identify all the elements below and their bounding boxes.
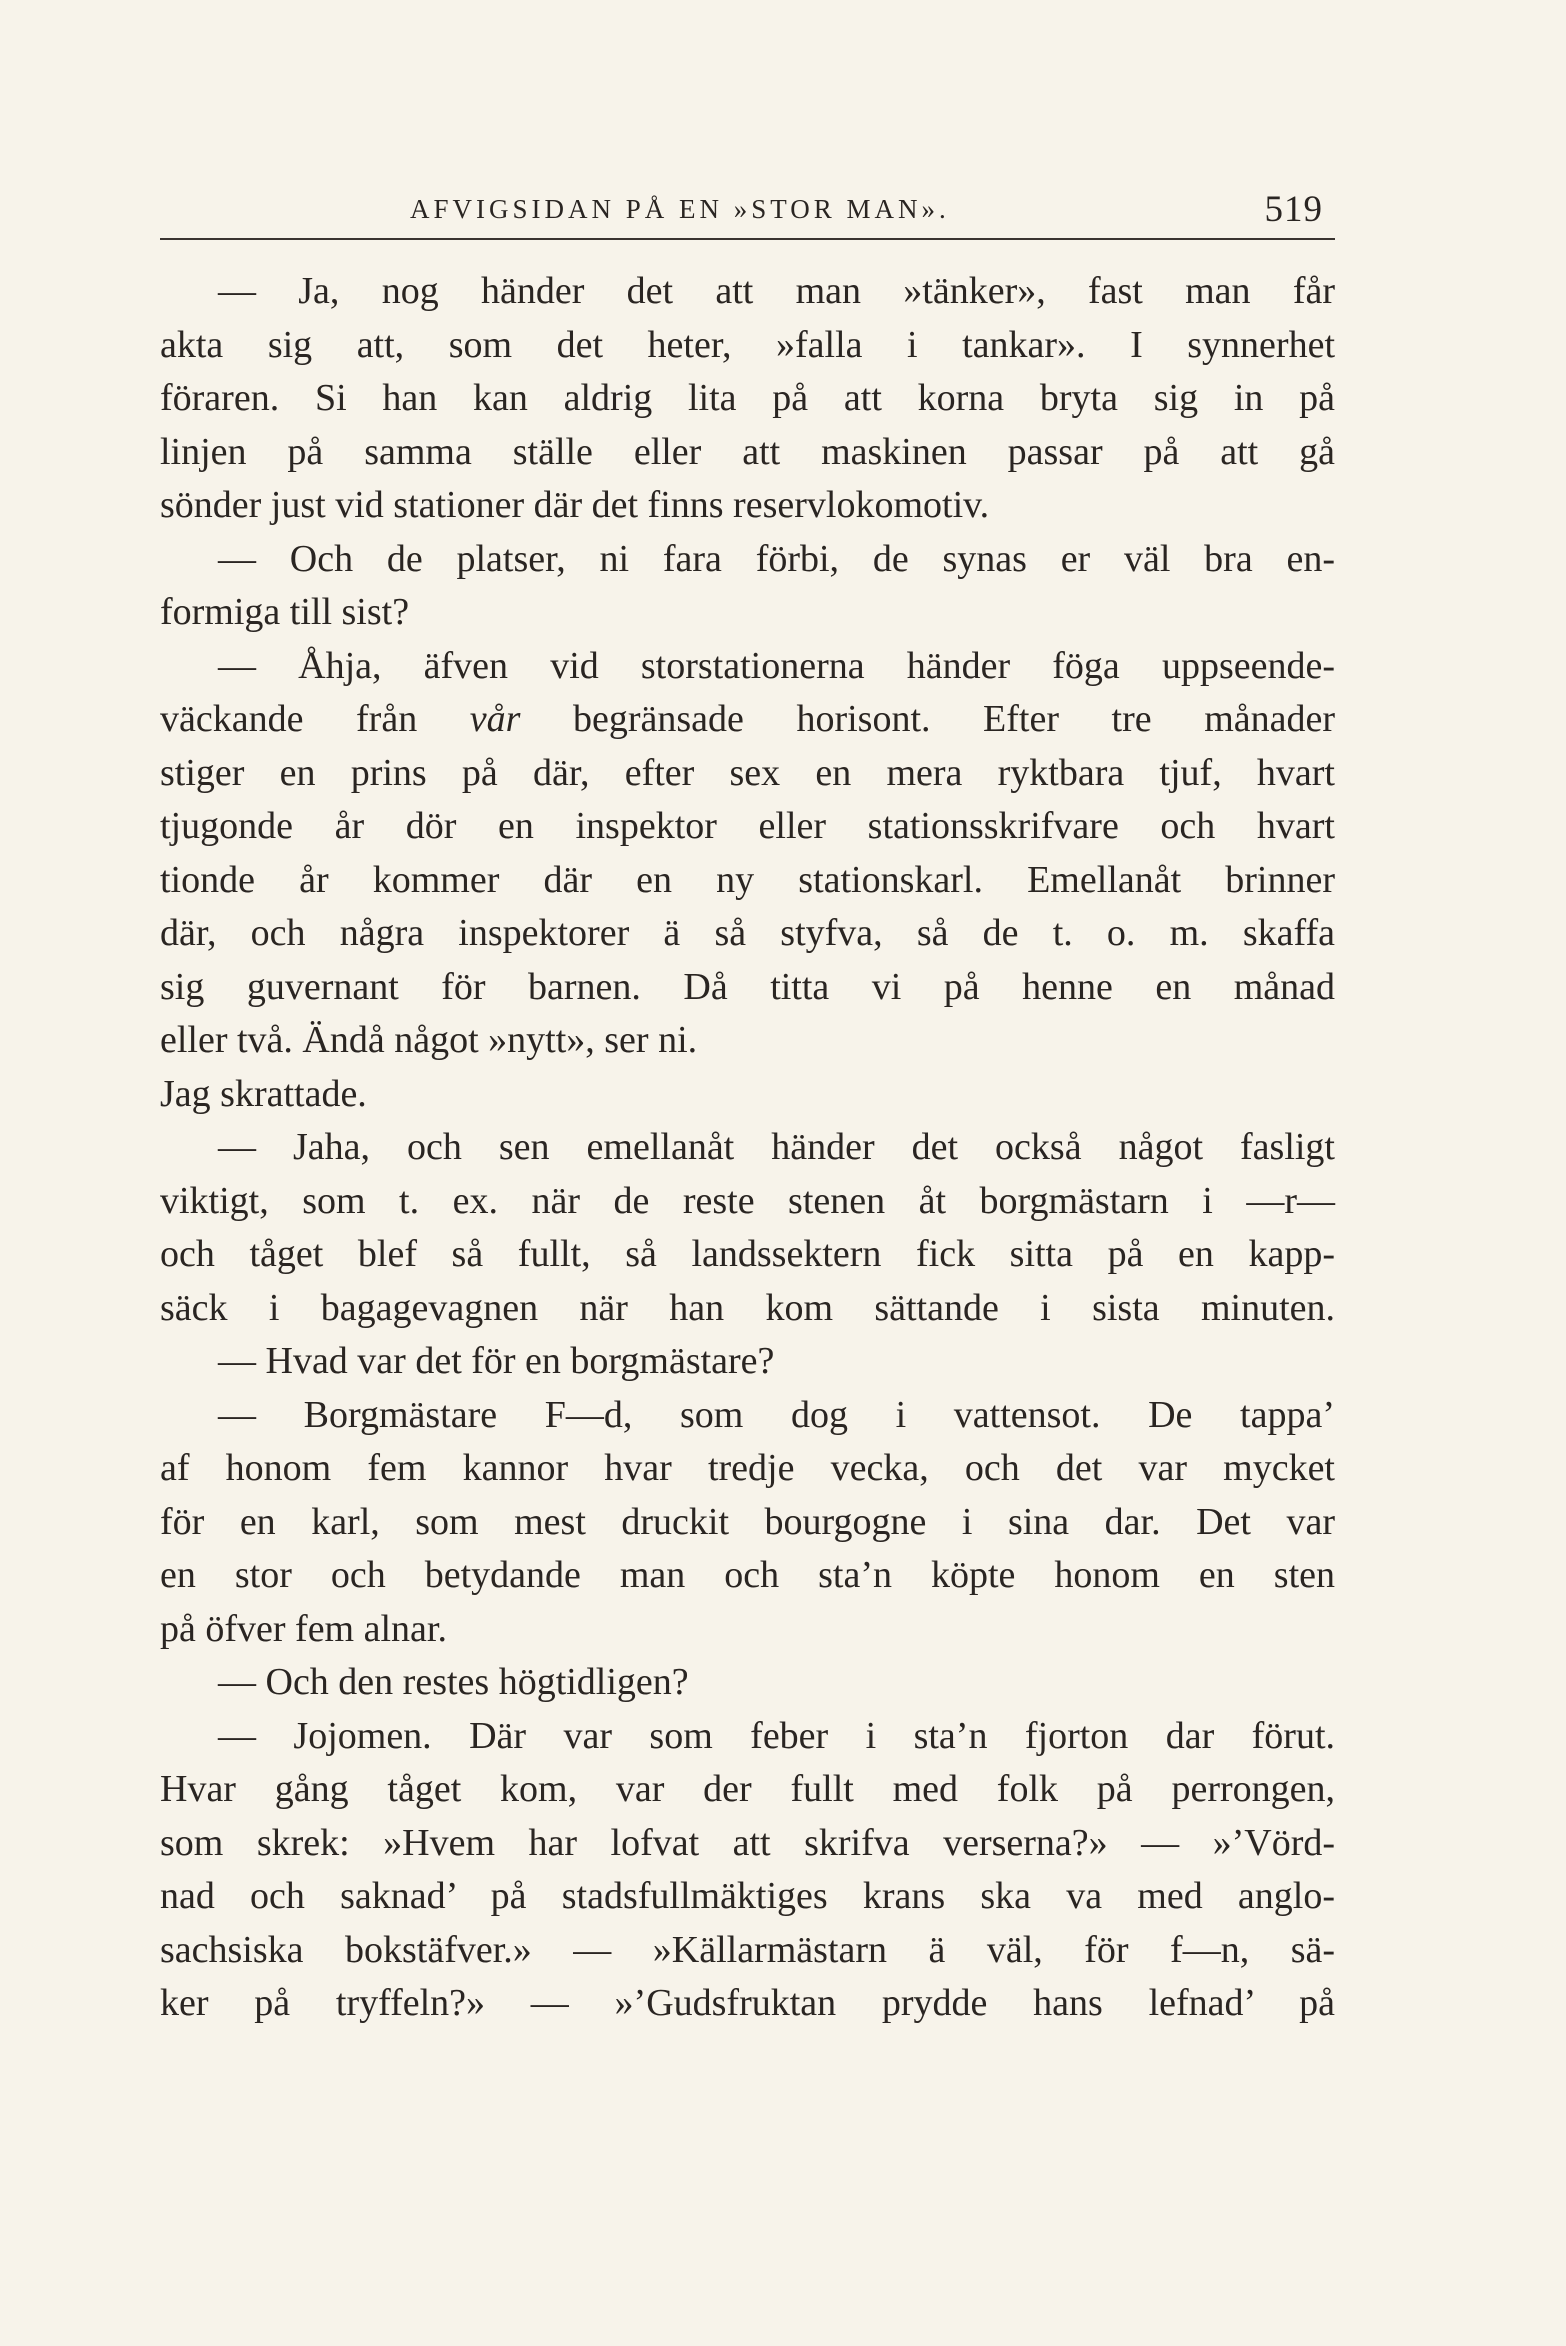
text-line: sönder just vid stationer där det finns reservlokomotiv. [160, 484, 990, 526]
text-line: — Borgmästare F—d, som dog i vattensot. De tappa’ [218, 1393, 1335, 1436]
text-line: Jag skrattade. [160, 1072, 367, 1115]
text-line: Hvar gång tåget kom, var der fullt med folk på perrongen, [160, 1768, 1335, 1810]
text-line: en stor och betydande man och sta’n köpte honom en sten [160, 1554, 1335, 1596]
text-line: tjugonde år dör en inspektor eller stationsskrifvare och hvart [160, 805, 1335, 847]
text-line: på öfver fem alnar. [160, 1607, 447, 1650]
running-title: AFVIGSIDAN PÅ EN »STOR MAN». [410, 194, 950, 224]
text-line: säck i bagagevagnen när han kom sättande i sista minuten. [160, 1286, 1335, 1329]
text-line: — Och de platser, ni fara förbi, de synas er väl bra en- [218, 537, 1335, 580]
text-line: stiger en prins på där, efter sex en mera ryktbara tjuf, hvart [160, 751, 1335, 794]
text-line: akta sig att, som det heter, »falla i tankar». I synnerhet [160, 323, 1335, 366]
text-line: och tåget blef så fullt, så landssektern fick sitta på en kapp- [160, 1233, 1335, 1275]
italic-word: vår [469, 698, 521, 740]
text-line: formiga till sist? [160, 591, 410, 633]
page-number: 519 [1264, 189, 1323, 230]
text-line: af honom fem kannor hvar tredje vecka, och det var mycket [160, 1447, 1335, 1489]
running-head [160, 188, 1335, 240]
text-line: ker på tryffeln?» — »’Gudsfruktan prydde hans lefnad’ på [160, 1982, 1335, 2024]
text-line: — Hvad var det för en borgmästare? [218, 1340, 775, 1382]
text-line: föraren. Si han kan aldrig lita på att korna bryta sig in på [160, 377, 1335, 419]
text-line: — Ja, nog händer det att man »tänker», fast man får [218, 270, 1335, 312]
text-line: tionde år kommer där en ny stationskarl. Emellanåt brinner [160, 858, 1335, 901]
text-line: sig guvernant för barnen. Då titta vi på henne en månad [160, 965, 1335, 1008]
text-line: — Jojomen. Där var som feber i sta’n fjorton dar förut. [218, 1714, 1335, 1757]
text-line: — Åhja, äfven vid storstationerna händer föga uppseende- [218, 644, 1335, 687]
text-line: sachsiska bokstäfver.» — »Källarmästarn ä väl, för f—n, sä- [160, 1928, 1335, 1971]
text-line: för en karl, som mest druckit bourgogne i sina dar. Det var [160, 1500, 1335, 1543]
text-line: där, och några inspektorer ä så styfva, så de t. o. m. skaffa [160, 912, 1335, 954]
body-text [160, 265, 1335, 2031]
text-segment: begränsade horisont. Efter tre månader [520, 698, 1335, 740]
header-rule [160, 238, 1335, 240]
text-line: eller två. Ändå något »nytt», ser ni. [160, 1019, 698, 1061]
text-line: som skrek: »Hvem har lofvat att skrifva verserna?» — »’Vörd- [160, 1821, 1335, 1864]
text-line [160, 693, 1335, 747]
text-line: nad och saknad’ på stadsfullmäktiges krans ska va med anglo- [160, 1875, 1335, 1917]
text-line: linjen på samma ställe eller att maskinen passar på att gå [160, 430, 1335, 473]
text-line: viktigt, som t. ex. när de reste stenen åt borgmästarn i —r— [160, 1179, 1335, 1222]
text-segment: väckande från [160, 698, 470, 740]
text-line: — Jaha, och sen emellanåt händer det också något fasligt [218, 1126, 1335, 1168]
text-line: — Och den restes högtidligen? [218, 1661, 689, 1703]
